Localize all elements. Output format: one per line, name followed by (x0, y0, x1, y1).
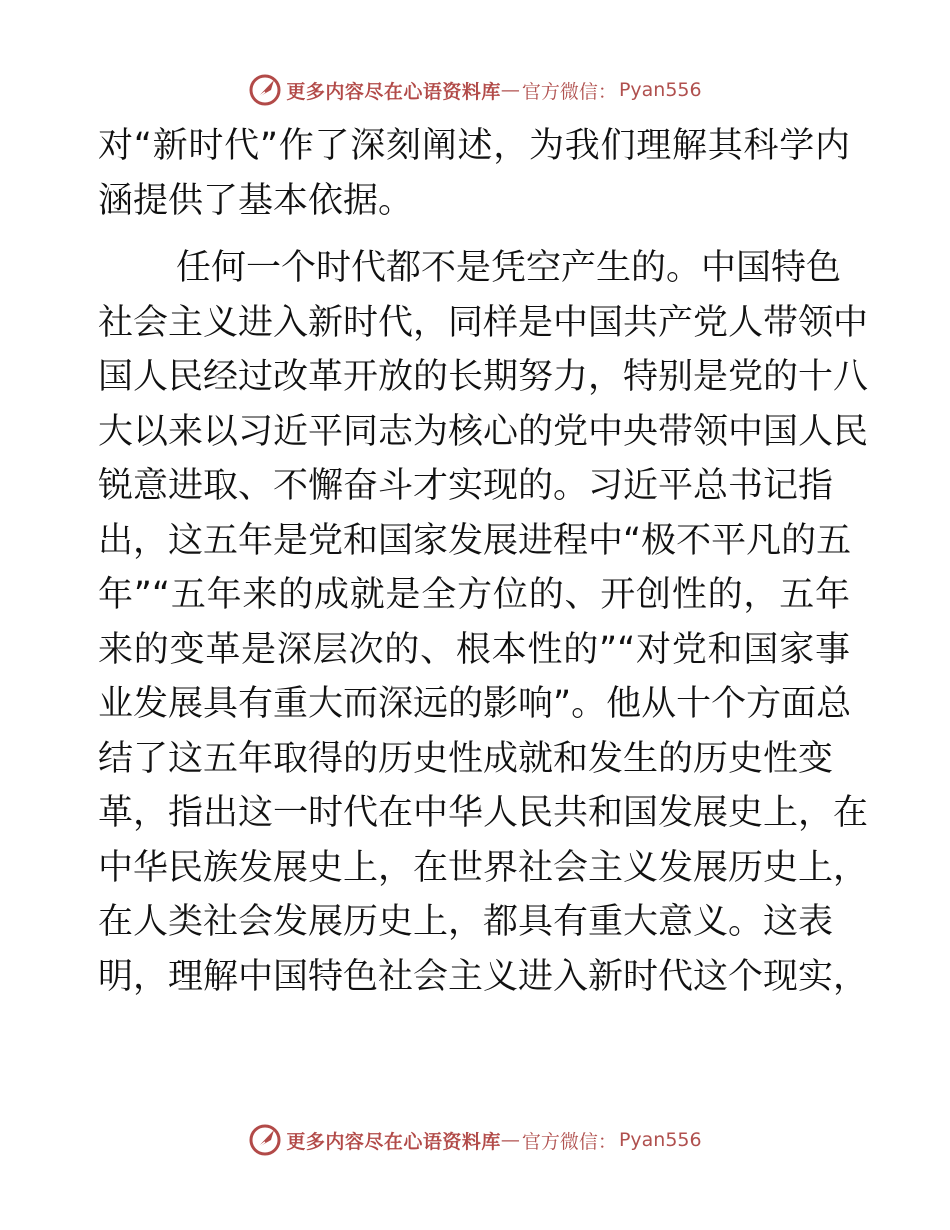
header-watermark (0, 70, 950, 110)
text-line: 大以来以习近平同志为核心的党中央带领中国人民 (98, 411, 869, 452)
watermark-brand-text: 更多内容尽在心语资料库 (286, 80, 501, 103)
watermark-wechat-label: 官方微信： (521, 80, 617, 103)
text-line: 出，这五年是党和国家发展进程中“极不平凡的五 (98, 520, 852, 561)
quill-logo-icon (248, 73, 282, 107)
text-line: 中华民族发展史上，在世界社会主义发展历史上， (98, 847, 869, 888)
text-line: 锐意进取、不懈奋斗才实现的。习近平总书记指 (98, 466, 834, 506)
text-line: 结了这五年取得的历史性成就和发生的历史性变 (98, 738, 834, 779)
watermark-separator: — (500, 1129, 520, 1151)
paragraph (98, 119, 850, 228)
text-line: 革，指出这一时代在中华人民共和国发展史上，在 (98, 793, 869, 833)
text-line: 明，理解中国特色社会主义进入新时代这个现实， (98, 956, 869, 997)
text-line: 涵提供了基本依据。 (98, 180, 414, 221)
watermark-wechat-id: Pyan556 (618, 1129, 702, 1151)
text-line: 在人类社会发展历史上，都具有重大意义。这表 (98, 902, 834, 942)
watermark-wechat-label: 官方微信： (521, 1130, 617, 1153)
text-line: 国人民经过改革开放的长期努力，特别是党的十八 (98, 357, 869, 397)
text-line: 社会主义进入新时代，同样是中国共产党人带领中 (98, 302, 869, 343)
document-body (98, 119, 869, 1004)
paragraph (98, 241, 869, 1004)
watermark-brand-text: 更多内容尽在心语资料库 (286, 1130, 501, 1153)
text-line: 对“新时代”作了深刻阐述，为我们理解其科学内 (98, 126, 850, 166)
text-line: 任何一个时代都不是凭空产生的。中国特色 (176, 248, 842, 288)
footer-watermark (0, 1120, 950, 1160)
quill-logo-icon (248, 1123, 282, 1157)
text-line: 年”“五年来的成就是全方位的、开创性的，五年 (98, 575, 850, 615)
text-line: 业发展具有重大而深远的影响”。他从十个方面总 (98, 684, 852, 724)
watermark-wechat-id: Pyan556 (618, 79, 702, 101)
watermark-separator: — (500, 79, 520, 101)
text-line: 来的变革是深层次的、根本性的”“对党和国家事 (98, 629, 850, 670)
